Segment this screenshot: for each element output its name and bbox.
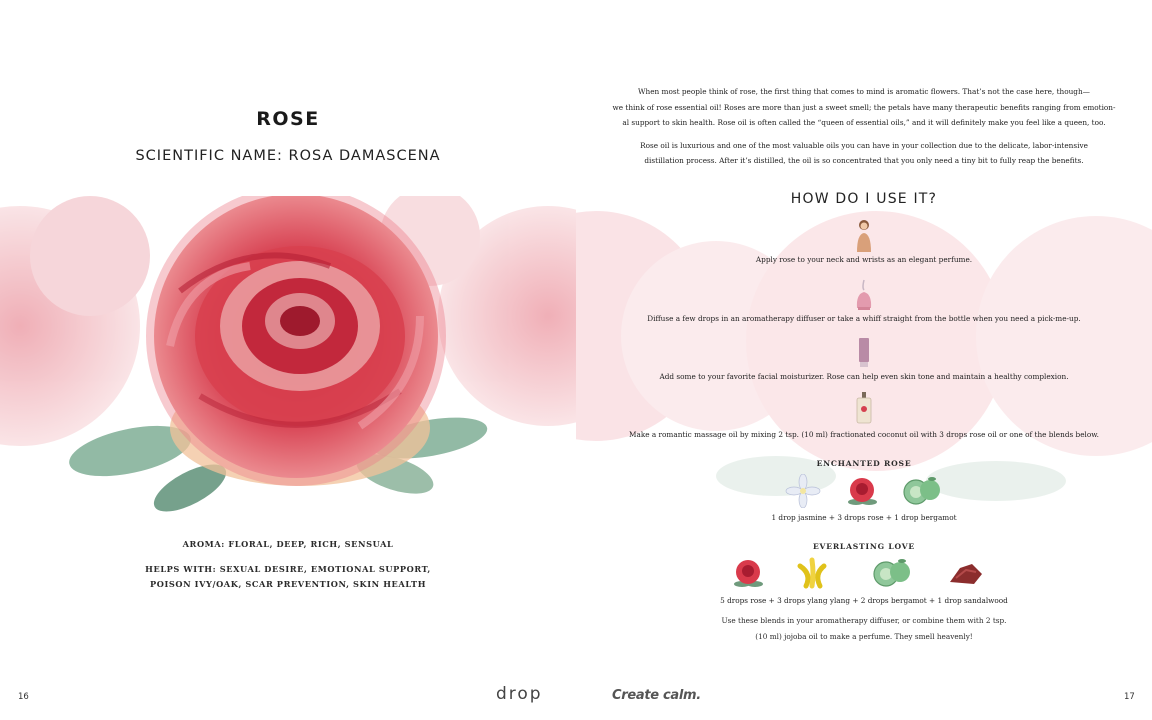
section-title: HOW DO I USE IT? bbox=[790, 191, 938, 207]
helps-with bbox=[0, 562, 576, 592]
intro-line: distillation process. After it’s distilled, the oil is so concentrated that you only need a tiny bit to fully reap the benefits. bbox=[644, 156, 1084, 165]
rose-icon bbox=[728, 556, 768, 590]
sandalwood-icon bbox=[946, 556, 986, 590]
aroma-description: AROMA: FLORAL, DEEP, RICH, SENSUAL bbox=[182, 539, 394, 549]
intro-text bbox=[596, 84, 1132, 169]
woman-icon bbox=[852, 218, 876, 252]
massage-oil-bottle-icon bbox=[852, 391, 876, 425]
jasmine-flower-icon bbox=[783, 474, 823, 508]
intro-line: Rose oil is luxurious and one of the most valuable oils you can have in your collection due to the delicate, labor-intensive bbox=[640, 140, 1088, 150]
use-4-text: Make a romantic massage oil by mixing 2 tsp. (10 ml) fractionated coconut oil with 3 drops rose oil or one of the blends below. bbox=[629, 430, 1099, 439]
blend-2-title: EVERLASTING LOVE bbox=[812, 542, 916, 551]
outro-line-2: (10 ml) jojoba oil to make a perfume. They smell heavenly! bbox=[755, 631, 973, 641]
blend-1-title: ENCHANTED ROSE bbox=[816, 459, 912, 468]
blend-usage-note bbox=[576, 613, 1152, 644]
use-1-text: Apply rose to your neck and wrists as an elegant perfume. bbox=[755, 255, 973, 264]
scientific-name: SCIENTIFIC NAME: ROSA DAMASCENA bbox=[135, 148, 441, 164]
rose-icon bbox=[842, 474, 882, 508]
blend-2-recipe: 5 drops rose + 3 drops ylang ylang + 2 drops bergamot + 1 drop sandalwood bbox=[720, 596, 1008, 605]
moisturizer-tube-icon bbox=[852, 336, 876, 370]
intro-line: When most people think of rose, the first thing that comes to mind is aromatic flowers. That’s not the case here, though— bbox=[638, 87, 1090, 96]
tagline: Create calm. bbox=[612, 688, 701, 703]
brand-logo: drop bbox=[496, 684, 543, 704]
intro-line: we think of rose essential oil! Roses are more than just a sweet smell; the petals have many therapeutic benefits ranging from emotion- bbox=[612, 102, 1116, 112]
page-number-left: 16 bbox=[18, 692, 29, 702]
use-3-text: Add some to your favorite facial moisturizer. Rose can help even skin tone and maintain a healthy complexion. bbox=[659, 372, 1069, 381]
ylang-ylang-flower-icon bbox=[792, 556, 832, 590]
bergamot-icon bbox=[872, 556, 912, 590]
page-number-right: 17 bbox=[1124, 692, 1135, 702]
blend-1-recipe: 1 drop jasmine + 3 drops rose + 1 drop bergamot bbox=[771, 513, 957, 522]
helps-with-line-2: POISON IVY/OAK, SCAR PREVENTION, SKIN HEALTH bbox=[149, 579, 427, 589]
right-page bbox=[576, 0, 1152, 720]
diffuser-icon bbox=[852, 278, 876, 312]
page-title: ROSE bbox=[256, 108, 320, 130]
helps-with-line-1: HELPS WITH: SEXUAL DESIRE, EMOTIONAL SUPPORT, bbox=[145, 564, 431, 574]
bergamot-icon bbox=[902, 474, 942, 508]
use-2-text: Diffuse a few drops in an aromatherapy diffuser or take a whiff straight from the bottle when you need a pick-me-up. bbox=[647, 314, 1081, 323]
intro-line: al support to skin health. Rose oil is often called the “queen of essential oils,” and it will definitely make you feel like a queen, too. bbox=[622, 118, 1106, 127]
rose-watercolor-illustration bbox=[0, 196, 576, 536]
outro-line-1: Use these blends in your aromatherapy diffuser, or combine them with 2 tsp. bbox=[721, 616, 1007, 625]
